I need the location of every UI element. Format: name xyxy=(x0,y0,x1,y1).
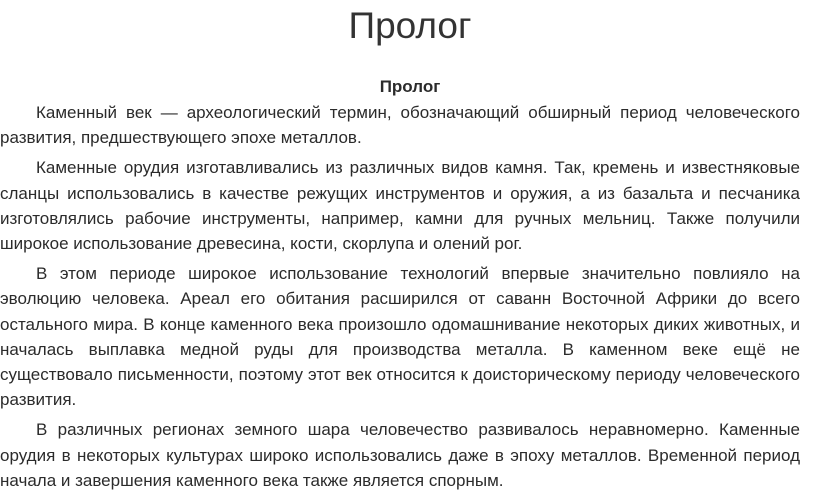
paragraph: В различных регионах земного шара человечество развивалось неравномерно. Каменные орудия в некоторых культурах широко использовались даже в эпоху металлов. Временной период начала и завершения каменного века также является спорным. xyxy=(0,420,800,490)
chapter-body xyxy=(0,76,800,498)
paragraph: В этом периоде широкое использование технологий впервые значительно повлияло на эволюцию человека. Ареал его обитания расширился от саванн Восточной Африки до всего остального мира. В конце каменного века произошло одомашнивание некоторых диких животных, и началась выплавка медной руды для производства металла. В каменном веке ещё не существовало письменности, поэтому этот век относится к доисторическому периоду человеческого развития. xyxy=(0,264,800,410)
chapter-heading: Пролог xyxy=(379,77,441,96)
paragraph: Каменные орудия изготавливались из различных видов камня. Так, кремень и известняковые сланцы использовались в качестве режущих инструментов и оружия, а из базальта и песчаника изготовлялись рабочие инструменты, например, камни для ручных мельниц. Также получили широкое использование древесина, кости, скорлупа и олений рог. xyxy=(0,158,800,254)
page-title: Пролог xyxy=(348,5,472,46)
paragraph: Каменный век — археологический термин, обозначающий обширный период человеческого развития, предшествующего эпохе металлов. xyxy=(0,103,800,148)
